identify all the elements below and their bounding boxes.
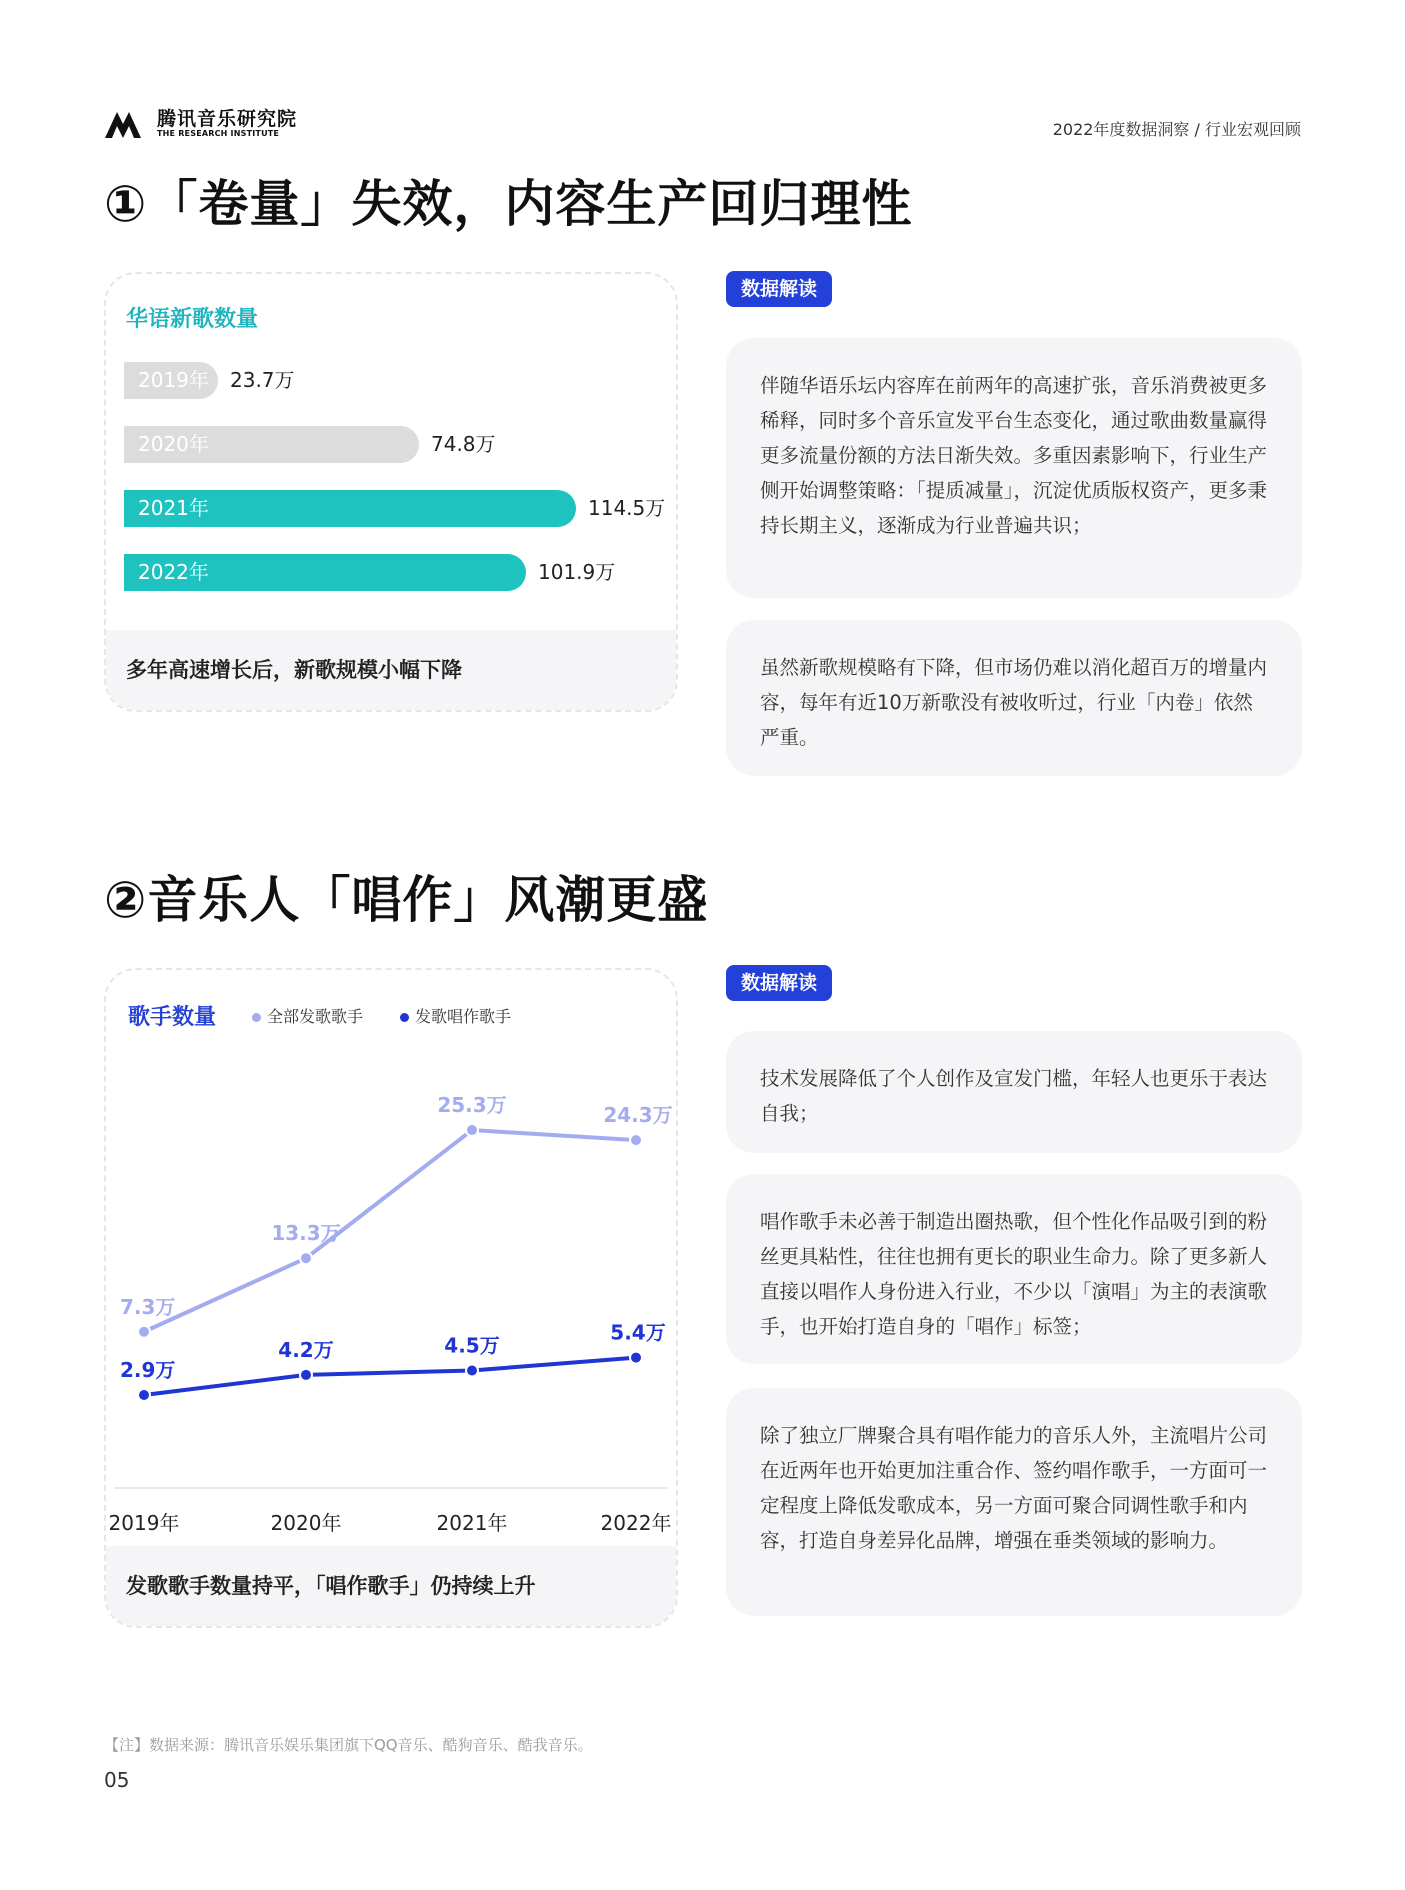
logo-subtext: THE RESEARCH INSTITUTE — [157, 129, 280, 138]
bar-chart-card — [104, 272, 678, 712]
bar-category-label: 2022年 — [138, 560, 209, 584]
chart-caption: 发歌歌手数量持平，「唱作歌手」仍持续上升 — [106, 1546, 676, 1626]
bar-category-label: 2020年 — [138, 432, 209, 456]
series-line — [144, 1130, 636, 1332]
line-chart — [106, 970, 676, 1550]
data-label: 5.4万 — [610, 1320, 666, 1345]
x-tick-label: 2019年 — [108, 1511, 180, 1535]
interpretation-panel: 除了独立厂牌聚合具有唱作能力的音乐人外，主流唱片公司在近两年也开始更加注重合作、签约唱作歌手，一方面可一定程度上降低发歌成本，另一方面可聚合同调性歌手和内容，打造自身差异化品牌，增强在垂类领域的影响力。 — [726, 1388, 1302, 1616]
data-point — [630, 1352, 642, 1364]
section-title: ②音乐人「唱作」风潮更盛 — [104, 871, 709, 929]
bar — [124, 426, 419, 463]
chart-title: 华语新歌数量 — [126, 307, 259, 332]
data-label: 13.3万 — [271, 1221, 341, 1246]
page-number: 05 — [104, 1768, 130, 1792]
bar — [124, 554, 526, 591]
series-line — [144, 1358, 636, 1395]
logo-mark-icon — [105, 108, 151, 138]
interpretation-panel: 伴随华语乐坛内容库在前两年的高速扩张，音乐消费被更多稀释，同时多个音乐宣发平台生态变化，通过歌曲数量赢得更多流量份额的方法日渐失效。多重因素影响下，行业生产侧开始调整策略：「提质减量」，沉淀优质版权资产，更多秉持长期主义，逐渐成为行业普遍共识； — [726, 338, 1302, 598]
interpretation-panel: 虽然新歌规模略有下降，但市场仍难以消化超百万的增量内容，每年有近10万新歌没有被收听过，行业「内卷」依然严重。 — [726, 620, 1302, 776]
bar-value-label: 101.9万 — [538, 560, 616, 584]
data-interpretation-badge: 数据解读 — [726, 271, 832, 307]
data-point — [138, 1326, 150, 1338]
bar-category-label: 2021年 — [138, 496, 209, 520]
data-point — [630, 1134, 642, 1146]
header-breadcrumb: 2022年度数据洞察 / 行业宏观回顾 — [1052, 120, 1301, 139]
data-label: 4.2万 — [278, 1337, 334, 1362]
logo-text: 腾讯音乐研究院 — [157, 108, 298, 130]
bar-value-label: 74.8万 — [431, 432, 496, 456]
data-point — [466, 1124, 478, 1136]
data-label: 24.3万 — [603, 1103, 673, 1128]
source-note: 【注】数据来源：腾讯音乐娱乐集团旗下QQ音乐、酷狗音乐、酷我音乐。 — [104, 1736, 593, 1754]
data-label: 7.3万 — [120, 1294, 176, 1319]
chart-title: 歌手数量 — [128, 1005, 217, 1030]
bar-category-label: 2019年 — [138, 368, 209, 392]
bar-value-label: 114.5万 — [588, 496, 666, 520]
data-label: 4.5万 — [444, 1333, 500, 1358]
data-label: 25.3万 — [437, 1093, 507, 1118]
logo — [105, 104, 298, 142]
data-point — [138, 1389, 150, 1401]
data-interpretation-badge: 数据解读 — [726, 965, 832, 1001]
line-chart-card — [104, 968, 678, 1628]
data-point — [300, 1369, 312, 1381]
interpretation-panel: 技术发展降低了个人创作及宣发门槛，年轻人也更乐于表达自我； — [726, 1031, 1302, 1153]
bar-value-label: 23.7万 — [230, 368, 295, 392]
bar — [124, 490, 576, 527]
legend-label: 全部发歌歌手 — [267, 1007, 364, 1026]
interpretation-panel: 唱作歌手未必善于制造出圈热歌，但个性化作品吸引到的粉丝更具粘性，往往也拥有更长的职业生命力。除了更多新人直接以唱作人身份进入行业，不少以「演唱」为主的表演歌手，也开始打造自身的「唱作」标签； — [726, 1174, 1302, 1364]
data-point — [300, 1252, 312, 1264]
data-label: 2.9万 — [120, 1358, 176, 1383]
x-tick-label: 2020年 — [270, 1511, 342, 1535]
bar — [124, 362, 218, 399]
x-tick-label: 2022年 — [600, 1511, 672, 1535]
legend-label: 发歌唱作歌手 — [415, 1007, 512, 1026]
section-title: ①「卷量」失效，内容生产回归理性 — [104, 175, 913, 233]
chart-caption: 多年高速增长后，新歌规模小幅下降 — [106, 630, 676, 710]
data-point — [466, 1364, 478, 1376]
x-tick-label: 2021年 — [436, 1511, 508, 1535]
